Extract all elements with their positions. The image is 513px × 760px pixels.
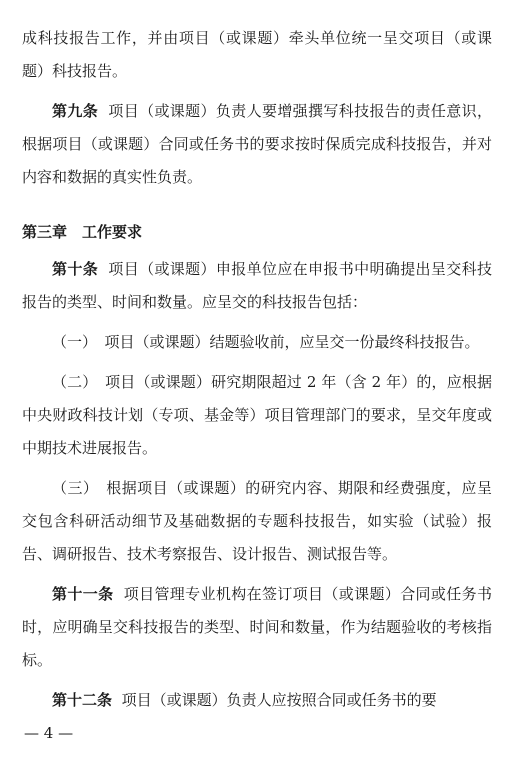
list-item-3: （三） 根据项目（或课题）的研究内容、期限和经费强度，应呈交包含科研活动细节及基础数据的专题科技报告，如实验（试验）报告、调研报告、技术考察报告、设计报告、测试报告等。 (22, 479, 492, 563)
article-11-body: 项目管理专业机构在签订项目（或课题）合同或任务书时，应明确呈交科技报告的类型、时间和数量，作为结题验收的考核指标。 (22, 585, 492, 669)
article-10-body: 项目（或课题）申报单位应在申报书中明确提出呈交科技报告的类型、时间和数量。应呈交的科技报告包括： (22, 260, 492, 311)
article-11-title: 第十一条 (52, 585, 114, 603)
list-item-2: （二） 项目（或课题）研究期限超过 2 年（含 2 年）的，应根据中央财政科技计划（专项、基金等）项目管理部门的要求，呈交年度或中期技术进展报告。 (22, 373, 492, 457)
article-12-body: 项目（或课题）负责人应按照合同或任务书的要 (121, 691, 437, 709)
chapter-heading: 第三章 工作要求 (22, 223, 143, 241)
article-9-title: 第九条 (52, 102, 99, 120)
article-10 (22, 253, 492, 319)
document-page (22, 22, 492, 717)
article-10-title: 第十条 (52, 260, 99, 278)
article-12 (22, 684, 492, 717)
article-12-title: 第十二条 (52, 691, 113, 709)
page-number: — 4 — (24, 724, 74, 742)
list-item-1: （一） 项目（或课题）结题验收前，应呈交一份最终科技报告。 (52, 333, 480, 351)
paragraph-continuation: 成科技报告工作，并由项目（或课题）牵头单位统一呈交项目（或课题）科技报告。 (22, 29, 492, 80)
article-9-body: 项目（或课题）负责人要增强撰写科技报告的责任意识，根据项目（或课题）合同或任务书的要求按时保质完成科技报告，并对内容和数据的真实性负责。 (22, 102, 492, 186)
article-9 (22, 95, 492, 194)
article-11 (22, 578, 492, 677)
